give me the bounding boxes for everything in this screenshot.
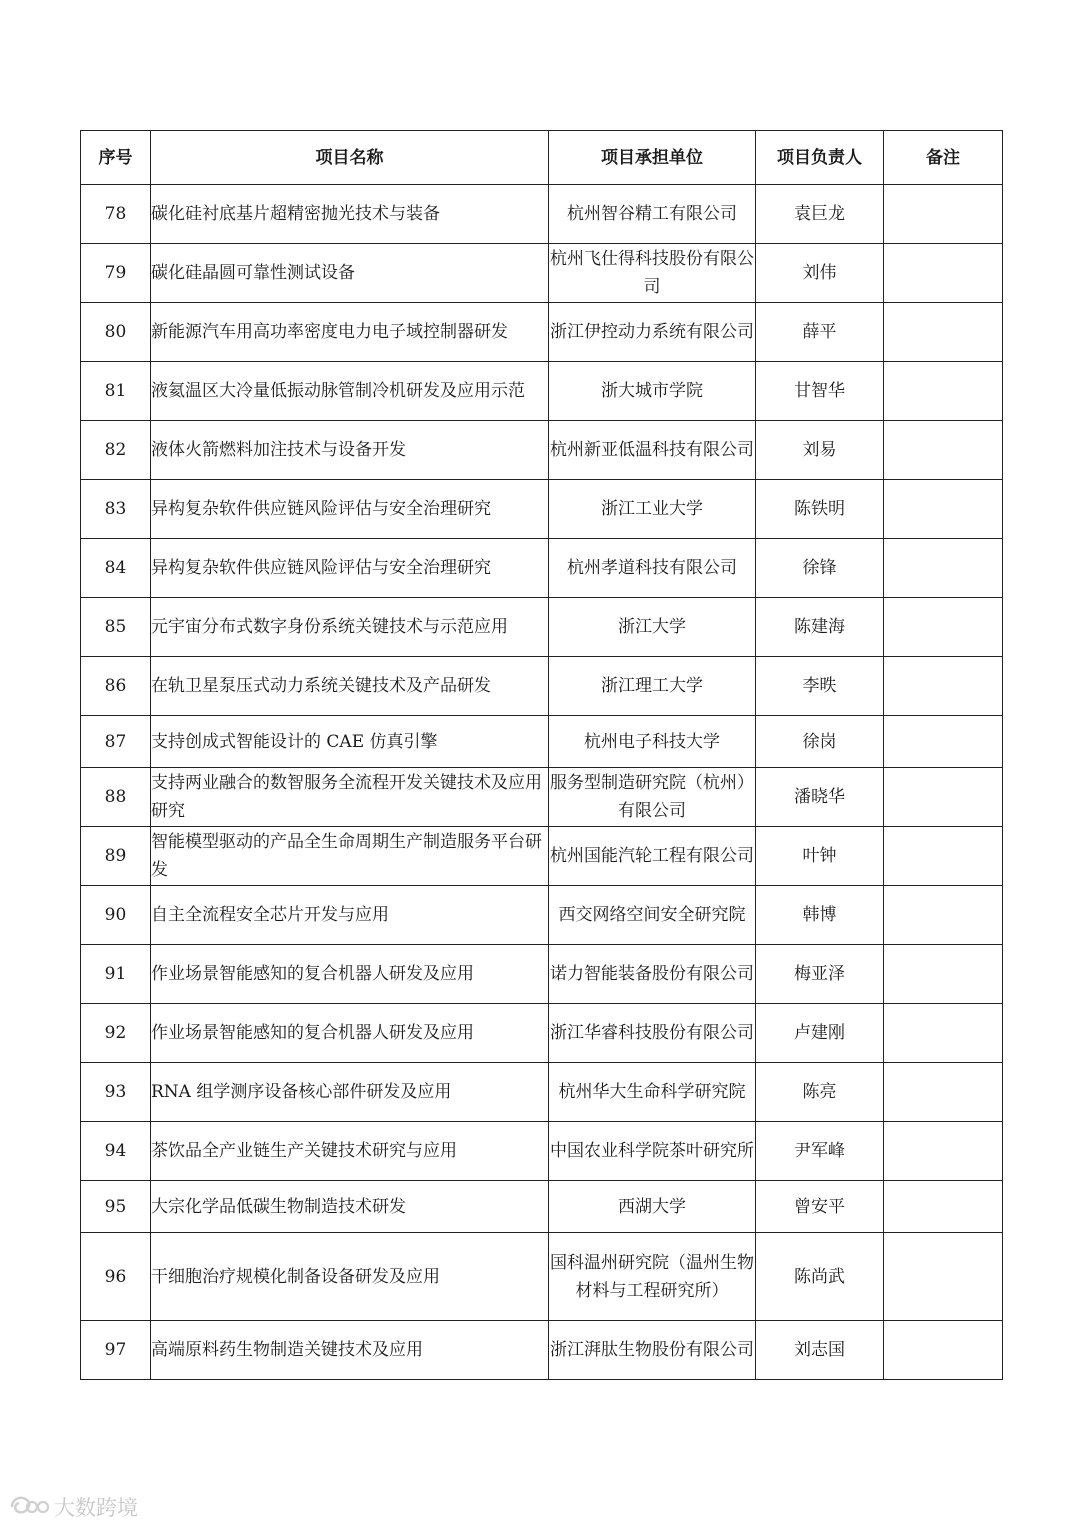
row-project-leader: 刘易 (756, 421, 884, 480)
row-remarks (884, 716, 1003, 768)
table-row (81, 244, 1003, 303)
row-remarks (884, 185, 1003, 244)
row-serial-no: 90 (81, 886, 151, 945)
table-row (81, 768, 1003, 827)
row-undertaking-unit: 浙江伊控动力系统有限公司 (549, 303, 756, 362)
row-remarks (884, 768, 1003, 827)
row-undertaking-unit: 杭州智谷精工有限公司 (549, 185, 756, 244)
row-remarks (884, 1181, 1003, 1233)
table-row (81, 421, 1003, 480)
project-table (80, 130, 1003, 1380)
row-project-leader: 刘志国 (756, 1321, 884, 1380)
row-serial-no: 87 (81, 716, 151, 768)
row-project-leader: 李昳 (756, 657, 884, 716)
row-serial-no: 83 (81, 480, 151, 539)
row-remarks (884, 1122, 1003, 1181)
watermark-text: 大数跨境 (54, 1496, 138, 1520)
table-row (81, 539, 1003, 598)
row-undertaking-unit: 杭州新亚低温科技有限公司 (549, 421, 756, 480)
row-project-name: 碳化硅晶圆可靠性测试设备 (151, 244, 549, 303)
row-remarks (884, 1004, 1003, 1063)
row-project-leader: 甘智华 (756, 362, 884, 421)
row-project-leader: 刘伟 (756, 244, 884, 303)
row-project-leader: 徐锋 (756, 539, 884, 598)
header-project-name: 项目名称 (151, 131, 549, 185)
row-remarks (884, 945, 1003, 1004)
table-row (81, 945, 1003, 1004)
table-row (81, 716, 1003, 768)
row-undertaking-unit: 国科温州研究院（温州生物材料与工程研究所） (549, 1233, 756, 1321)
row-serial-no: 97 (81, 1321, 151, 1380)
row-serial-no: 80 (81, 303, 151, 362)
row-project-name: 新能源汽车用高功率密度电力电子域控制器研发 (151, 303, 549, 362)
row-project-leader: 陈尚武 (756, 1233, 884, 1321)
row-undertaking-unit: 中国农业科学院茶叶研究所 (549, 1122, 756, 1181)
header-undertaking-unit: 项目承担单位 (549, 131, 756, 185)
row-project-leader: 叶钟 (756, 827, 884, 886)
row-undertaking-unit: 浙江湃肽生物股份有限公司 (549, 1321, 756, 1380)
table-row (81, 1321, 1003, 1380)
table-row (81, 598, 1003, 657)
row-serial-no: 86 (81, 657, 151, 716)
row-project-name: 碳化硅衬底基片超精密抛光技术与装备 (151, 185, 549, 244)
table-row (81, 1004, 1003, 1063)
table-row (81, 1233, 1003, 1321)
row-serial-no: 94 (81, 1122, 151, 1181)
row-project-leader: 徐岗 (756, 716, 884, 768)
table-row (81, 303, 1003, 362)
row-project-name: 液氦温区大冷量低振动脉管制冷机研发及应用示范 (151, 362, 549, 421)
row-remarks (884, 421, 1003, 480)
row-project-name: 高端原料药生物制造关键技术及应用 (151, 1321, 549, 1380)
row-serial-no: 95 (81, 1181, 151, 1233)
row-remarks (884, 886, 1003, 945)
table-row (81, 1181, 1003, 1233)
row-serial-no: 78 (81, 185, 151, 244)
row-project-leader: 袁巨龙 (756, 185, 884, 244)
row-remarks (884, 1063, 1003, 1122)
row-remarks (884, 362, 1003, 421)
row-project-name: 液体火箭燃料加注技术与设备开发 (151, 421, 549, 480)
table-row (81, 1122, 1003, 1181)
row-serial-no: 81 (81, 362, 151, 421)
row-project-name: 作业场景智能感知的复合机器人研发及应用 (151, 945, 549, 1004)
row-undertaking-unit: 浙江华睿科技股份有限公司 (549, 1004, 756, 1063)
table-header-row (81, 131, 1003, 185)
row-serial-no: 92 (81, 1004, 151, 1063)
row-serial-no: 82 (81, 421, 151, 480)
table-row (81, 185, 1003, 244)
row-project-leader: 曾安平 (756, 1181, 884, 1233)
table-row (81, 827, 1003, 886)
row-undertaking-unit: 浙江理工大学 (549, 657, 756, 716)
row-serial-no: 89 (81, 827, 151, 886)
row-project-name: 干细胞治疗规模化制备设备研发及应用 (151, 1233, 549, 1321)
row-project-name: 元宇宙分布式数字身份系统关键技术与示范应用 (151, 598, 549, 657)
row-serial-no: 84 (81, 539, 151, 598)
table-row (81, 1063, 1003, 1122)
row-serial-no: 96 (81, 1233, 151, 1321)
row-project-name: 异构复杂软件供应链风险评估与安全治理研究 (151, 539, 549, 598)
table-row (81, 480, 1003, 539)
row-remarks (884, 1321, 1003, 1380)
table-row (81, 657, 1003, 716)
row-project-leader: 尹军峰 (756, 1122, 884, 1181)
row-project-leader: 陈建海 (756, 598, 884, 657)
row-project-leader: 潘晓华 (756, 768, 884, 827)
header-project-leader: 项目负责人 (756, 131, 884, 185)
row-serial-no: 91 (81, 945, 151, 1004)
row-project-leader: 梅亚泽 (756, 945, 884, 1004)
row-undertaking-unit: 浙江工业大学 (549, 480, 756, 539)
row-undertaking-unit: 杭州华大生命科学研究院 (549, 1063, 756, 1122)
row-project-name: 大宗化学品低碳生物制造技术研发 (151, 1181, 549, 1233)
row-remarks (884, 827, 1003, 886)
row-project-name: 茶饮品全产业链生产关键技术研究与应用 (151, 1122, 549, 1181)
row-project-name: 支持两业融合的数智服务全流程开发关键技术及应用研究 (151, 768, 549, 827)
header-serial-no: 序号 (81, 131, 151, 185)
row-remarks (884, 539, 1003, 598)
row-remarks (884, 480, 1003, 539)
watermark (8, 1490, 138, 1524)
row-undertaking-unit: 服务型制造研究院（杭州）有限公司 (549, 768, 756, 827)
row-project-name: 作业场景智能感知的复合机器人研发及应用 (151, 1004, 549, 1063)
row-undertaking-unit: 杭州国能汽轮工程有限公司 (549, 827, 756, 886)
row-project-name: 在轨卫星泵压式动力系统关键技术及产品研发 (151, 657, 549, 716)
row-remarks (884, 657, 1003, 716)
row-remarks (884, 598, 1003, 657)
row-undertaking-unit: 浙大城市学院 (549, 362, 756, 421)
row-project-leader: 陈铁明 (756, 480, 884, 539)
brand-logo-icon (8, 1492, 50, 1522)
row-remarks (884, 1233, 1003, 1321)
row-serial-no: 85 (81, 598, 151, 657)
row-project-name: RNA 组学测序设备核心部件研发及应用 (151, 1063, 549, 1122)
row-project-name: 支持创成式智能设计的 CAE 仿真引擎 (151, 716, 549, 768)
header-remarks: 备注 (884, 131, 1003, 185)
row-undertaking-unit: 诺力智能装备股份有限公司 (549, 945, 756, 1004)
table-row (81, 362, 1003, 421)
row-undertaking-unit: 浙江大学 (549, 598, 756, 657)
row-serial-no: 79 (81, 244, 151, 303)
row-project-name: 异构复杂软件供应链风险评估与安全治理研究 (151, 480, 549, 539)
row-serial-no: 93 (81, 1063, 151, 1122)
row-serial-no: 88 (81, 768, 151, 827)
row-project-leader: 陈亮 (756, 1063, 884, 1122)
row-project-leader: 薛平 (756, 303, 884, 362)
row-undertaking-unit: 杭州飞仕得科技股份有限公司 (549, 244, 756, 303)
row-project-leader: 卢建刚 (756, 1004, 884, 1063)
row-project-leader: 韩博 (756, 886, 884, 945)
row-project-name: 自主全流程安全芯片开发与应用 (151, 886, 549, 945)
row-undertaking-unit: 西交网络空间安全研究院 (549, 886, 756, 945)
row-remarks (884, 303, 1003, 362)
row-undertaking-unit: 西湖大学 (549, 1181, 756, 1233)
table-row (81, 886, 1003, 945)
row-undertaking-unit: 杭州孝道科技有限公司 (549, 539, 756, 598)
row-undertaking-unit: 杭州电子科技大学 (549, 716, 756, 768)
row-remarks (884, 244, 1003, 303)
row-project-name: 智能模型驱动的产品全生命周期生产制造服务平台研发 (151, 827, 549, 886)
